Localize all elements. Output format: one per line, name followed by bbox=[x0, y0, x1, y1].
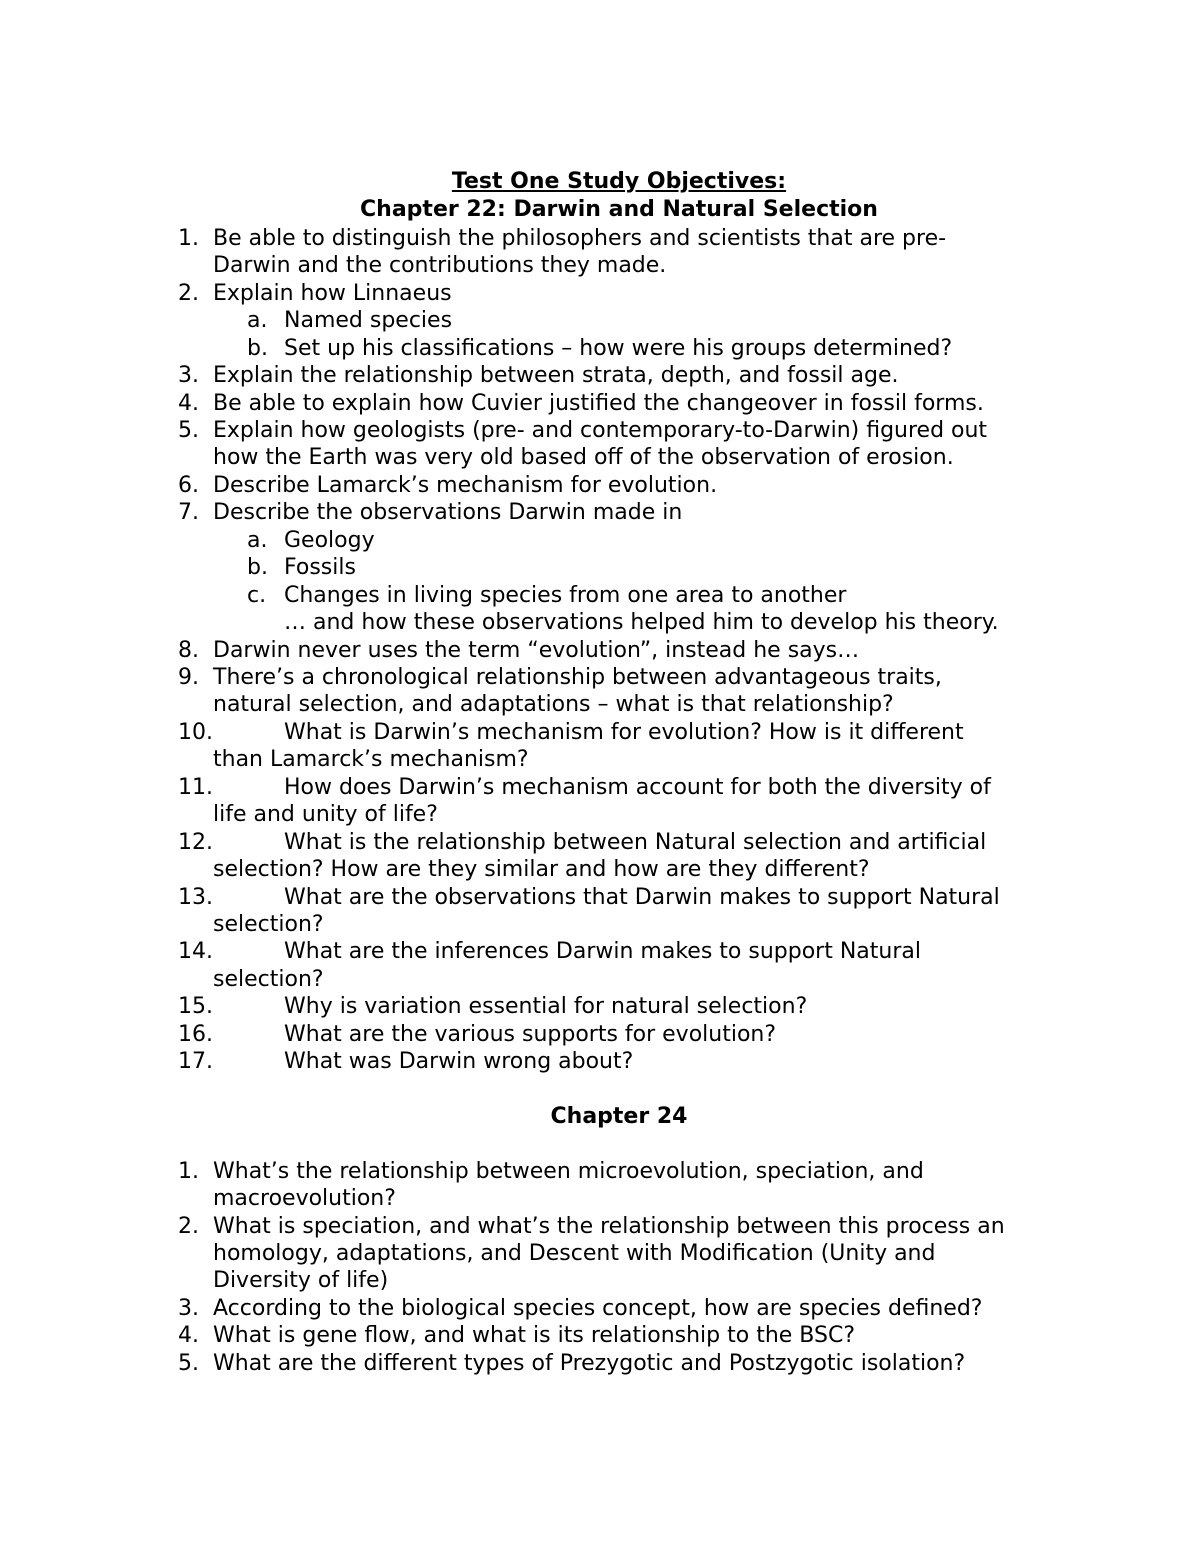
list-text: Darwin never uses the term “evolution”, instead he says… bbox=[213, 638, 860, 663]
list-number: 1. bbox=[178, 1159, 199, 1184]
list-text: Explain the relationship between strata, depth, and fossil age. bbox=[213, 363, 899, 388]
list-text: life and unity of life? bbox=[213, 802, 438, 827]
document-title: Test One Study Objectives: bbox=[451, 169, 787, 194]
list-number: 4. bbox=[178, 1323, 199, 1348]
list-number: 16. bbox=[178, 1022, 213, 1047]
list-number: 12. bbox=[178, 830, 213, 855]
list-text: Be able to distinguish the philosophers and scientists that are pre- bbox=[213, 226, 947, 251]
list-number: 5. bbox=[178, 418, 199, 443]
list-text: Describe the observations Darwin made in bbox=[213, 500, 683, 525]
list-text: What are the observations that Darwin makes to support Natural bbox=[284, 885, 1000, 910]
list-number: 3. bbox=[178, 1296, 199, 1321]
list-number: 10. bbox=[178, 720, 213, 745]
list-text: selection? bbox=[213, 912, 324, 937]
sub-list-text: Named species bbox=[284, 308, 453, 333]
list-text-continuation: … and how these observations helped him to develop his theory. bbox=[284, 610, 999, 635]
list-text: What was Darwin wrong about? bbox=[284, 1049, 634, 1074]
list-text: homology, adaptations, and Descent with Modification (Unity and bbox=[213, 1241, 936, 1266]
sub-list-text: Fossils bbox=[284, 555, 356, 580]
list-text: What is Darwin’s mechanism for evolution? How is it different bbox=[284, 720, 964, 745]
list-text: selection? How are they similar and how are they different? bbox=[213, 857, 870, 882]
sub-list-letter: a. bbox=[247, 308, 268, 333]
list-number: 5. bbox=[178, 1351, 199, 1376]
list-number: 3. bbox=[178, 363, 199, 388]
list-text: selection? bbox=[213, 967, 324, 992]
list-number: 4. bbox=[178, 391, 199, 416]
list-text: macroevolution? bbox=[213, 1186, 396, 1211]
list-number: 17. bbox=[178, 1049, 213, 1074]
sub-list-letter: c. bbox=[247, 583, 267, 608]
list-number: 14. bbox=[178, 939, 213, 964]
list-text: What are the various supports for evolution? bbox=[284, 1022, 777, 1047]
list-text: than Lamarck’s mechanism? bbox=[213, 747, 529, 772]
list-text: Describe Lamarck’s mechanism for evolution. bbox=[213, 473, 718, 498]
list-number: 7. bbox=[178, 500, 199, 525]
list-text: What are the inferences Darwin makes to support Natural bbox=[284, 939, 921, 964]
list-text: Darwin and the contributions they made. bbox=[213, 253, 667, 278]
list-number: 15. bbox=[178, 994, 213, 1019]
list-text: What is speciation, and what’s the relationship between this process an bbox=[213, 1214, 1005, 1239]
list-number: 2. bbox=[178, 281, 199, 306]
sub-list-text: Changes in living species from one area to another bbox=[284, 583, 847, 608]
list-text: What is the relationship between Natural selection and artificial bbox=[284, 830, 987, 855]
list-text: What are the different types of Prezygotic and Postzygotic isolation? bbox=[213, 1351, 966, 1376]
sub-list-text: Set up his classifications – how were his groups determined? bbox=[284, 336, 953, 361]
list-text: Diversity of life) bbox=[213, 1268, 389, 1293]
sub-list-letter: b. bbox=[247, 555, 268, 580]
list-number: 1. bbox=[178, 226, 199, 251]
sub-list-text: Geology bbox=[284, 528, 375, 553]
list-text: How does Darwin’s mechanism account for both the diversity of bbox=[284, 775, 991, 800]
list-number: 8. bbox=[178, 638, 199, 663]
list-number: 6. bbox=[178, 473, 199, 498]
list-text: There’s a chronological relationship between advantageous traits, bbox=[213, 665, 942, 690]
list-text: Explain how geologists (pre- and contemporary-to-Darwin) figured out bbox=[213, 418, 988, 443]
list-text: Explain how Linnaeus bbox=[213, 281, 452, 306]
list-number: 11. bbox=[178, 775, 213, 800]
list-number: 2. bbox=[178, 1214, 199, 1239]
list-text: What’s the relationship between microevolution, speciation, and bbox=[213, 1159, 924, 1184]
list-text: natural selection, and adaptations – what is that relationship? bbox=[213, 692, 894, 717]
sub-list-letter: a. bbox=[247, 528, 268, 553]
list-text: Be able to explain how Cuvier justified the changeover in fossil forms. bbox=[213, 391, 984, 416]
list-number: 9. bbox=[178, 665, 199, 690]
chapter-22-heading: Chapter 22: Darwin and Natural Selection bbox=[360, 197, 878, 222]
list-number: 13. bbox=[178, 885, 213, 910]
list-text: According to the biological species concept, how are species defined? bbox=[213, 1296, 983, 1321]
chapter-24-heading: Chapter 24 bbox=[550, 1104, 688, 1129]
list-text: What is gene flow, and what is its relationship to the BSC? bbox=[213, 1323, 856, 1348]
list-text: how the Earth was very old based off of the observation of erosion. bbox=[213, 445, 954, 470]
sub-list-letter: b. bbox=[247, 336, 268, 361]
list-text: Why is variation essential for natural selection? bbox=[284, 994, 808, 1019]
